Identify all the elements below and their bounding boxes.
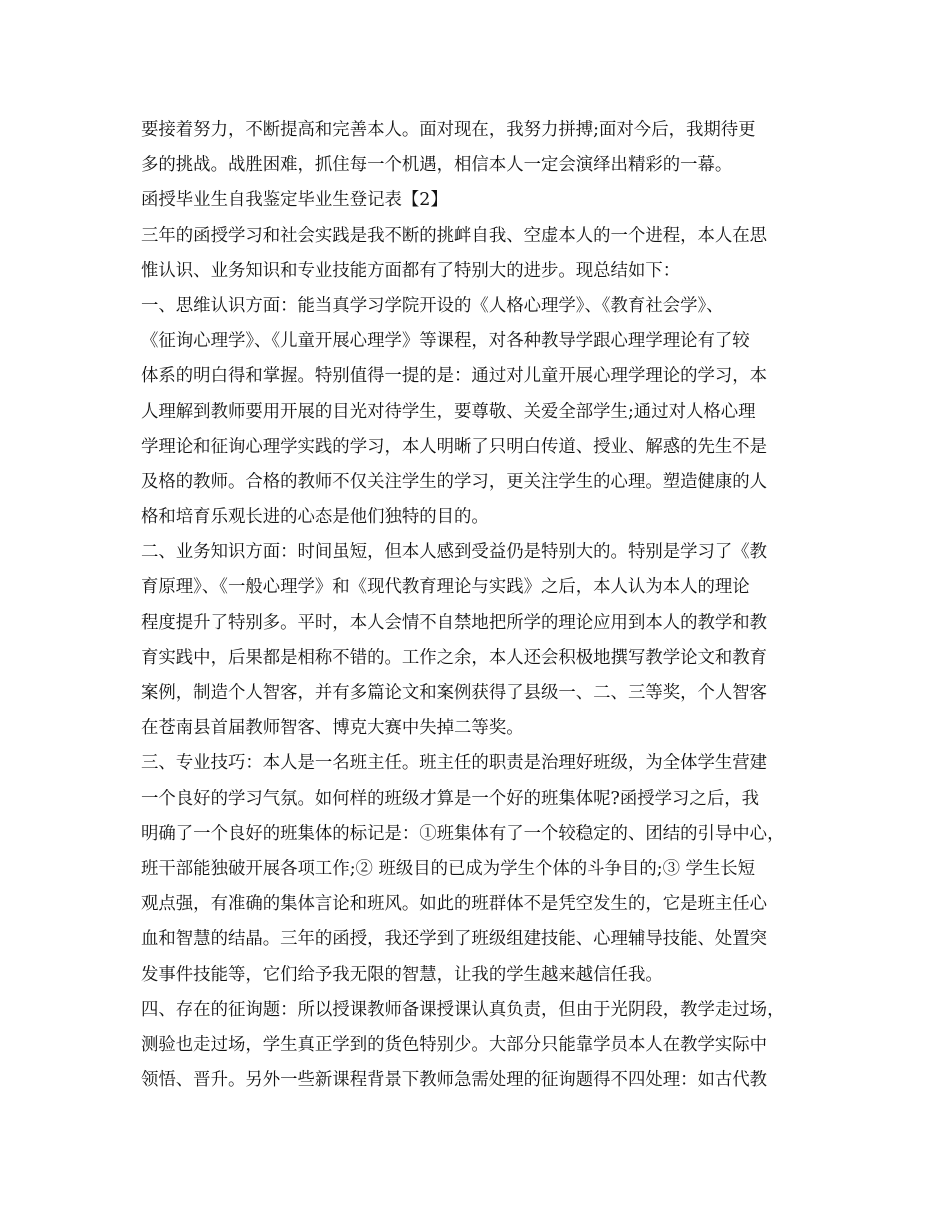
text-line: 二、业务知识方面：时间虽短，但本人感到受益仍是特别大的。特别是学习了《教: [141, 542, 768, 563]
text-line: 在苍南县首届教师智客、博克大赛中失掉二等奖。: [141, 718, 524, 739]
text-line: 学理论和征询心理学实践的学习，本人明晰了只明白传道、授业、解惑的先生不是: [141, 436, 768, 457]
text-line: 《征询心理学》、《儿童开展心理学》等课程，对各种教导学跟心理学理论有了较: [141, 331, 750, 352]
text-line: 一、思维认识方面：能当真学习学院开设的《人格心理学》、《教育社会学》、: [141, 295, 724, 316]
text-line: 体系的明白得和掌握。特别值得一提的是：通过对儿童开展心理学理论的学习，本: [141, 366, 768, 387]
text-line: 血和智慧的结晶。三年的函授，我还学到了班级组建技能、心理辅导技能、处置突: [141, 929, 768, 950]
text-line: 要接着努力，不断提高和完善本人。面对现在，我努力拼搏;面对今后，我期待更: [141, 120, 756, 140]
text-line: 多的挑战。战胜困难，抓住每一个机遇，相信本人一定会演绎出精彩的一幕。: [141, 155, 733, 176]
text-line: 测验也走过场，学生真正学到的货色特别少。大部分只能靠学员本人在教学实际中: [141, 1034, 768, 1055]
document-body: [141, 113, 831, 1098]
text-line: 及格的教师。合格的教师不仅关注学生的学习，更关注学生的心理。塑造健康的人: [141, 471, 768, 492]
text-line: 程度提升了特别多。平时，本人会情不自禁地把所学的理论应用到本人的教学和教: [141, 612, 768, 633]
text-line: 人理解到教师要用开展的目光对待学生，要尊敬、关爱全部学生;通过对人格心理: [141, 401, 756, 422]
text-line: 领悟、晋升。另外一些新课程背景下教师急需处理的征询题得不四处理：如古代教: [141, 1070, 768, 1091]
text-line: 发事件技能等，它们给予我无限的智慧，让我的学生越来越信任我。: [141, 964, 663, 985]
text-line: 三年的函授学习和社会实践是我不断的挑衅自我、空虚本人的一个进程，本人在思: [141, 225, 768, 246]
text-line: 观点强，有准确的集体言论和班风。如此的班群体不是凭空发生的，它是班主任心: [141, 894, 768, 915]
text-line: 明确了一个良好的班集体的标记是：①班集体有了一个较稳定的、团结的引导中心，: [141, 823, 785, 844]
text-line: 格和培育乐观长进的心态是他们独特的目的。: [141, 507, 489, 528]
text-line: 惟认识、业务知识和专业技能方面都有了特别大的进步。现总结如下：: [141, 260, 681, 281]
text-line: 三、专业技巧：本人是一名班主任。班主任的职责是治理好班级，为全体学生营建: [141, 753, 768, 774]
text-line: 育实践中，后果都是相称不错的。工作之余，本人还会积极地撰写教学论文和教育: [141, 647, 768, 668]
text-line: 班干部能独破开展各项工作;② 班级目的已成为学生个体的斗争目的;③ 学生长短: [141, 858, 756, 879]
text-line: 四、存在的征询题：所以授课教师备课授课认真负责，但由于光阴段，教学走过场，: [141, 999, 785, 1020]
text-line: 一个良好的学习气氛。如何样的班级才算是一个好的班集体呢?函授学习之后，我: [141, 788, 759, 809]
text-line: 育原理》、《一般心理学》和《现代教育理论与实践》之后，本人认为本人的理论: [141, 577, 750, 598]
text-line: 案例，制造个人智客，并有多篇论文和案例获得了县级一、二、三等奖，个人智客: [141, 683, 768, 703]
section-heading: 函授毕业生自我鉴定毕业生登记表【2】: [141, 190, 448, 211]
